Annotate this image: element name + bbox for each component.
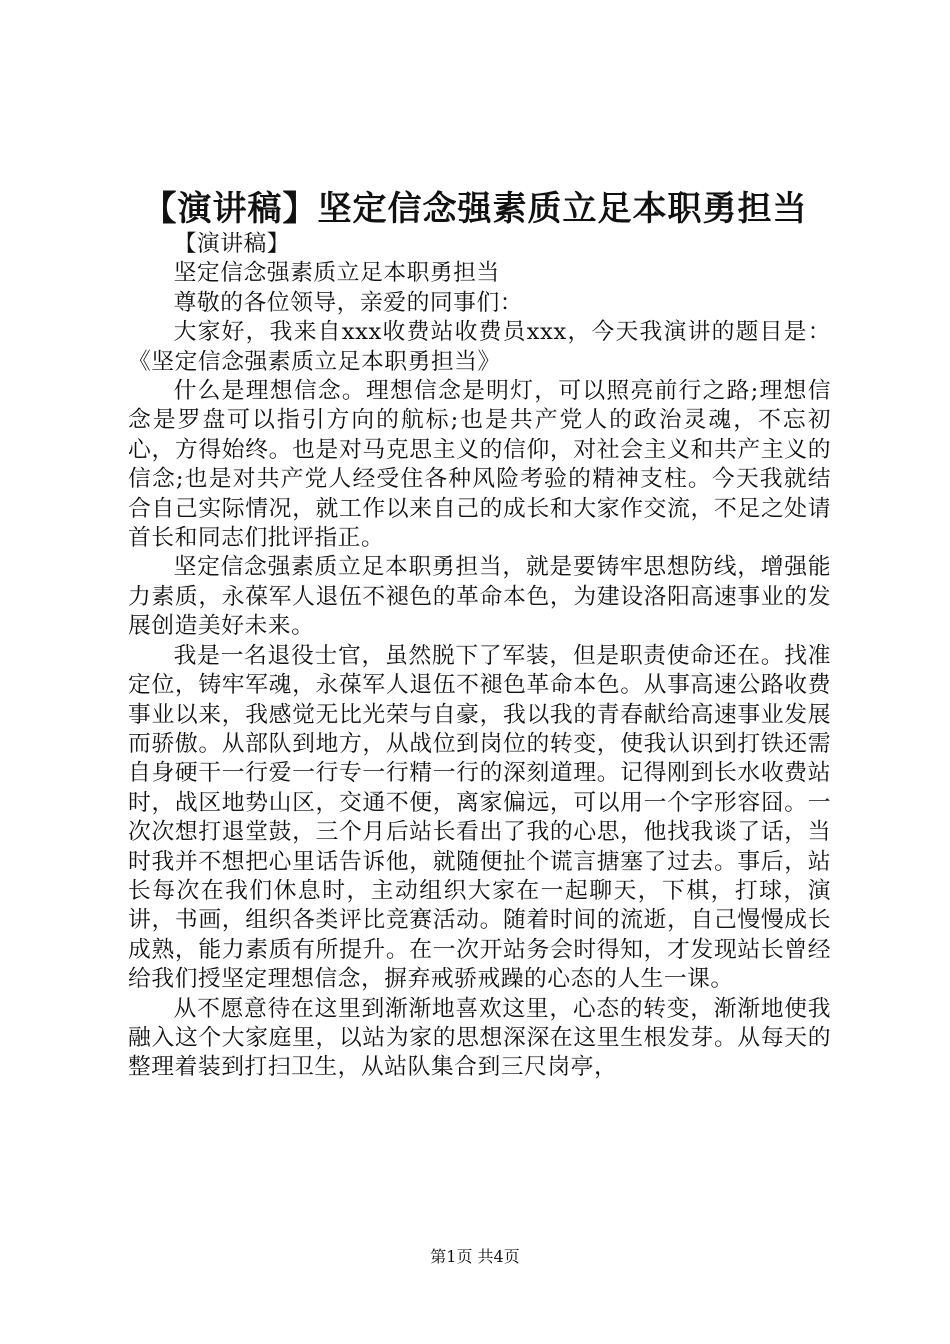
paragraph-body: 从不愿意待在这里到渐渐地喜欢这里，心态的转变，渐渐地使我融入这个大家庭里，以站为家的思想深深在这里生根发芽。从每天的整理着装到打扫卫生，从站队集合到三尺岗亭， (128, 995, 831, 1081)
document-title: 【演讲稿】坚定信念强素质立足本职勇担当 (142, 189, 808, 229)
page-number-footer: 第1页 共4页 (430, 1247, 520, 1266)
paragraph-body: 坚定信念强素质立足本职勇担当，就是要铸牢思想防线，增强能力素质，永葆军人退伍不褪色的革命本色，为建设洛阳高速事业的发展创造美好未来。 (128, 554, 831, 640)
paragraph-body: 我是一名退役士官，虽然脱下了军装，但是职责使命还在。找准定位，铸牢军魂，永葆军人退伍不褪色革命本色。从事高速公路收费事业以来，我感觉无比光荣与自豪，我以我的青春献给高速事业发展而骄傲。从部队到地方，从战位到岗位的转变，使我认识到打铁还需自身硬干一行爱一行专一行精一行的深刻道理。记得刚到长水收费站时，战区地势山区，交通不便，离家偏远，可以用一个字形容囧。一次次想打退堂鼓，三个月后站长看出了我的心思，他找我谈了话，当时我并不想把心里话告诉他，就随便扯个谎言搪塞了过去。事后，站长每次在我们休息时，主动组织大家在一起聊天，下棋，打球，演讲，书画，组织各类评比竞赛活动。随着时间的流逝，自己慢慢成长成熟，能力素质有所提升。在一次开站务会时得知，才发现站长曾经给我们授坚定理想信念，摒弃戒骄戒躁的心态的人生一课。 (128, 642, 831, 993)
paragraph-intro: 大家好，我来自xxx收费站收费员xxx，今天我演讲的题目是：《坚定信念强素质立足本职勇担当》 (128, 319, 831, 375)
paragraph-body: 什么是理想信念。理想信念是明灯，可以照亮前行之路;理想信念是罗盘可以指引方向的航标;也是共产党人的政治灵魂，不忘初心，方得始终。也是对马克思主义的信仰，对社会主义和共产主义的信念;也是对共产党人经受住各种风险考验的精神支柱。今天我就结合自己实际情况，就工作以来自己的成长和大家作交流，不足之处请首长和同志们批评指正。 (128, 378, 831, 552)
paragraph-greeting: 尊敬的各位领导，亲爱的同事们： (173, 289, 524, 316)
paragraph-subtitle: 坚定信念强素质立足本职勇担当 (173, 260, 500, 287)
document-body (128, 230, 831, 1083)
paragraph-label: 【演讲稿】 (173, 231, 291, 257)
